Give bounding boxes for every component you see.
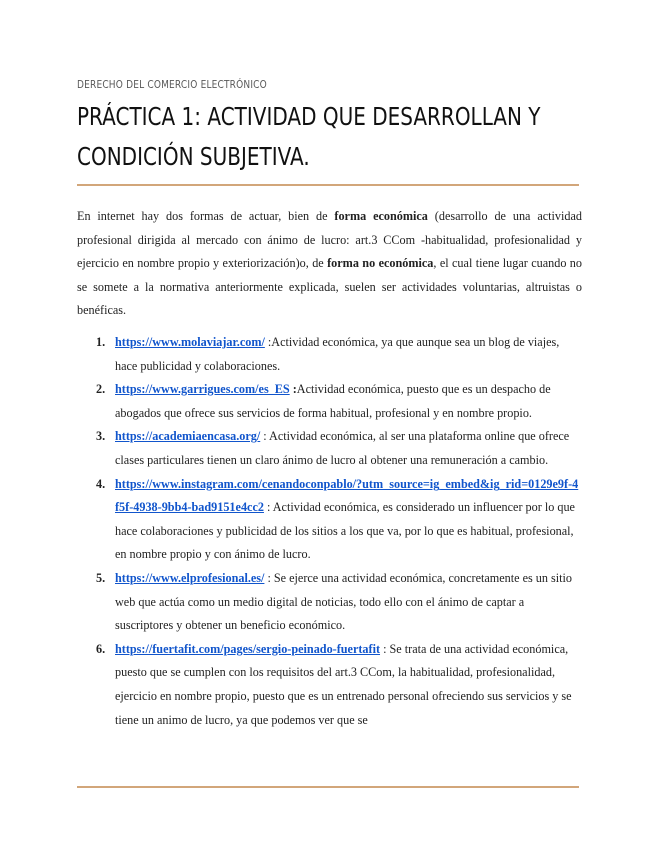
intro-text-3: , el cual tiene lugar cuando no se somete a la normativa anteriormente explicada, suelen ser actividades voluntarias, altruistas o benéficas.	[77, 256, 582, 318]
item-description: : Se ejerce una actividad económica, concretamente es un sitio web que actúa como un medio digital de noticias, todo ello con el ánimo de captar a suscriptores y obtener un beneficio económico.	[115, 570, 573, 633]
website-link[interactable]: https://academiaencasa.org/	[115, 429, 261, 444]
website-link[interactable]: https://www.instagram.com/cenandoconpablo/?utm_source=ig_embed&ig_rid=0129e9f-4f5f-4938-9bb4-bad9151e4cc2	[115, 476, 579, 515]
intro-bold-economic: forma económica	[334, 209, 428, 223]
list-item	[77, 331, 582, 378]
item-description: : Actividad económica, al ser una plataforma online que ofrece clases particulares tienen un claro ánimo de lucro al obtener una remuneración a cambio.	[115, 429, 570, 467]
item-description: Actividad económica, puesto que es un despacho de abogados que ofrece sus servicios de forma habitual, profesional y en nombre propio.	[115, 382, 551, 420]
item-description: :Actividad económica, ya que aunque sea un blog de viajes, hace publicidad y colaboraciones.	[115, 335, 560, 373]
website-link[interactable]: https://www.molaviajar.com/	[115, 335, 265, 349]
page-title	[77, 97, 541, 177]
list-number: 4.	[96, 476, 106, 491]
item-separator: :	[289, 382, 297, 397]
list-number: 3.	[96, 429, 106, 444]
top-divider	[77, 184, 579, 186]
intro-paragraph	[77, 205, 582, 323]
website-link[interactable]: https://fuertafit.com/pages/sergio-peinado-fuertafit	[115, 641, 381, 656]
list-number: 1.	[96, 335, 106, 349]
list-item	[77, 425, 582, 472]
bottom-divider	[77, 786, 579, 788]
intro-bold-non-economic: forma no económica	[327, 256, 434, 271]
item-description: : Actividad económica, es considerado un influencer por lo que hace colaboraciones y publicidad de los sitios a los que va, por lo que es habitual, profesional, en nombre propio y con ánimo de lucro.	[115, 500, 575, 562]
list-number: 6.	[96, 641, 106, 656]
website-list	[77, 331, 582, 732]
document-subtitle: DERECHO DEL COMERCIO ELECTRÓNICO	[77, 79, 267, 91]
list-item	[77, 378, 582, 425]
list-number: 2.	[96, 382, 106, 397]
website-link[interactable]: https://www.garrigues.com/es_ES	[115, 382, 290, 397]
intro-text-1: En internet hay dos formas de actuar, bien de	[77, 209, 335, 223]
list-item	[77, 567, 582, 638]
item-description: : Se trata de una actividad económica, puesto que se cumplen con los requisitos del art.3 CCom, la habitualidad, profesionalidad, ejercicio en nombre propio, puesto que es un entrenado personal ofreciendo sus servicios y se tiene un animo de lucro, ya que podemos ver que se	[115, 641, 572, 727]
website-link[interactable]: https://www.elprofesional.es/	[115, 570, 265, 585]
list-item	[77, 473, 582, 567]
list-item	[77, 638, 582, 732]
title-line-2: CONDICIÓN SUBJETIVA.	[77, 142, 310, 171]
title-line-1: PRÁCTICA 1: ACTIVIDAD QUE DESARROLLAN Y	[77, 102, 541, 131]
intro-text-2: (desarrollo de una actividad profesional dirigida al mercado con ánimo de lucro: art.3 CCom -habitualidad, profesionalidad y ejercicio en nombre propio y exteriorización)o, de	[77, 209, 582, 271]
list-number: 5.	[96, 570, 106, 585]
